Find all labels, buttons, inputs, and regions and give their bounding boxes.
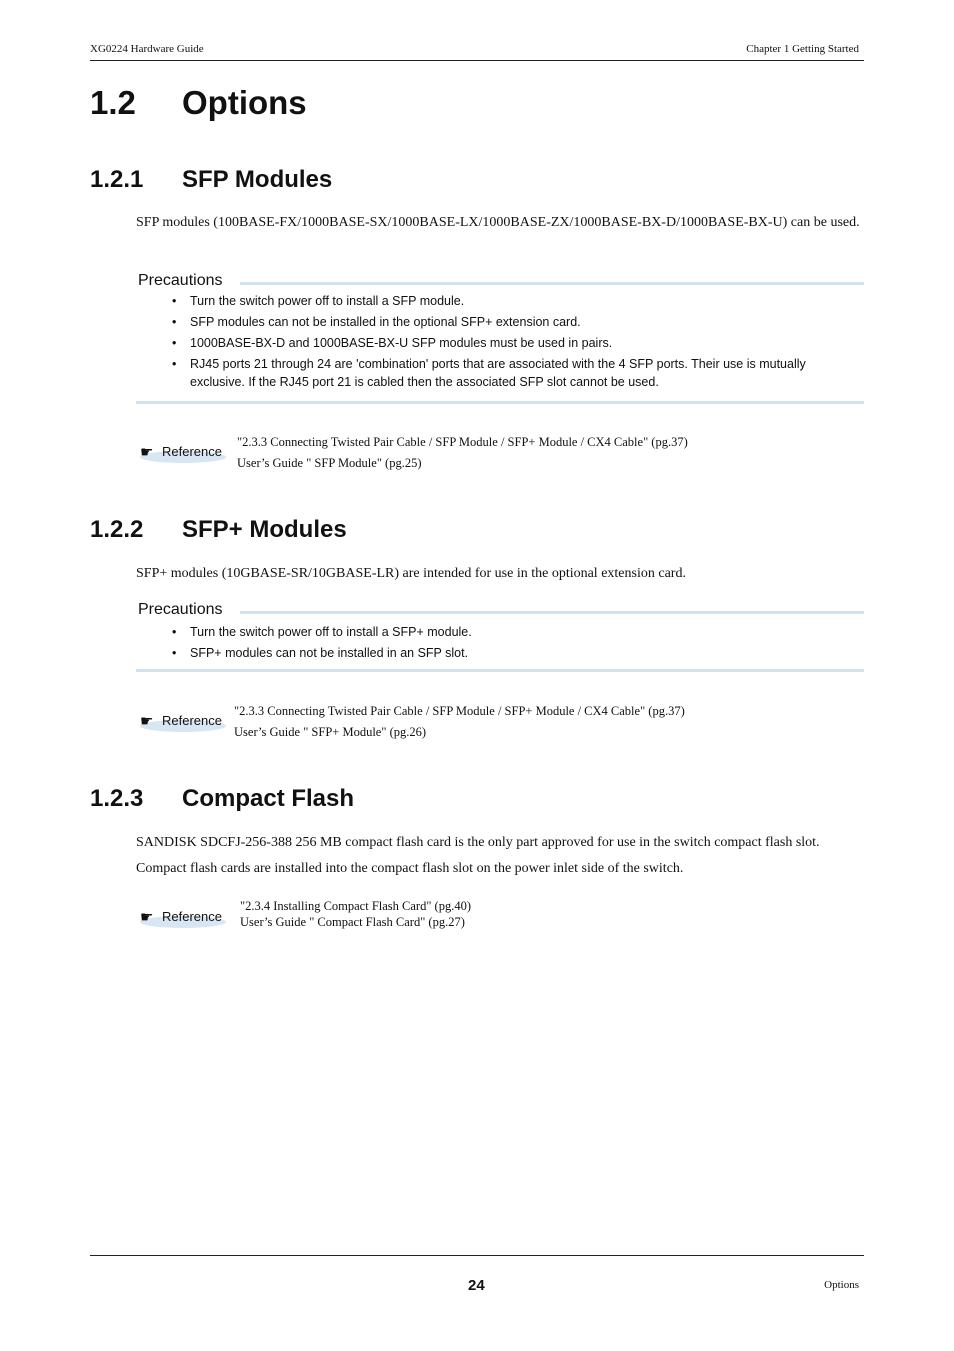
reference-link[interactable]: "2.3.3 Connecting Twisted Pair Cable / SFP Module / SFP+ Module / CX4 Cable" (pg.37)	[237, 435, 688, 449]
precautions-title: Precautions	[138, 601, 229, 619]
section-title: Options	[182, 84, 307, 121]
reference-badge: ☛ Reference	[138, 711, 226, 733]
section-heading	[90, 84, 307, 122]
reference-badge: ☛ Reference	[138, 442, 226, 464]
sfpplus-reference	[138, 704, 778, 755]
list-item: • Turn the switch power off to install a SFP+ module.	[172, 625, 472, 639]
list-item: • SFP modules can not be installed in the optional SFP+ extension card.	[172, 315, 581, 329]
header-doc-title: XG0224 Hardware Guide	[90, 43, 204, 55]
cf-body-2: Compact flash cards are installed into the compact flash slot on the power inlet side of the switch.	[136, 861, 684, 876]
precautions-rule	[240, 611, 864, 614]
sfpplus-number: 1.2.2	[90, 516, 144, 543]
sfpplus-precautions-list	[172, 623, 852, 665]
reference-badge: ☛ Reference	[138, 907, 226, 929]
sfp-precautions-box	[136, 272, 864, 405]
list-item: • Turn the switch power off to install a SFP module.	[172, 294, 465, 308]
sfp-body: SFP modules (100BASE-FX/1000BASE-SX/1000BASE-LX/1000BASE-ZX/1000BASE-BX-D/1000BASE-BX-U) can be used.	[136, 215, 860, 230]
list-item: • SFP+ modules can not be installed in an SFP slot.	[172, 646, 469, 660]
section-number: 1.2	[90, 84, 136, 121]
sfp-precautions-list	[172, 292, 852, 394]
sfp-number: 1.2.1	[90, 166, 144, 193]
cf-reference	[138, 899, 638, 943]
pointing-hand-icon: ☛	[140, 443, 154, 461]
sfpplus-heading	[90, 516, 347, 544]
header-chapter: Chapter 1 Getting Started	[746, 43, 859, 55]
header-rule	[90, 60, 864, 61]
pointing-hand-icon: ☛	[140, 712, 154, 730]
cf-title: Compact Flash	[182, 785, 355, 812]
precautions-rule	[240, 282, 864, 285]
sfpplus-title: SFP+ Modules	[182, 516, 347, 543]
cf-number: 1.2.3	[90, 785, 144, 812]
footer-rule	[90, 1255, 864, 1256]
sfpplus-precautions-box	[136, 601, 864, 675]
list-item: • RJ45 ports 21 through 24 are 'combination' ports that are associated with the 4 SFP ports. Their use is mutually exclusive. If the RJ45 port 21 is cabled then the associated SFP slot cannot be used.	[172, 357, 806, 389]
precautions-bottom-rule	[136, 669, 864, 672]
page-number: 24	[468, 1277, 485, 1294]
sfpplus-body: SFP+ modules (10GBASE-SR/10GBASE-LR) are intended for use in the optional extension card.	[136, 566, 686, 581]
reference-link[interactable]: "2.3.4 Installing Compact Flash Card" (pg.40)	[240, 899, 472, 913]
sfp-title: SFP Modules	[182, 166, 333, 193]
sfp-heading	[90, 166, 332, 194]
reference-link[interactable]: User’s Guide " SFP+ Module" (pg.26)	[234, 725, 427, 739]
reference-link[interactable]: User’s Guide " SFP Module" (pg.25)	[237, 456, 422, 470]
cf-body-1: SANDISK SDCFJ-256-388 256 MB compact flash card is the only part approved for use in the switch compact flash slot.	[136, 835, 820, 850]
pointing-hand-icon: ☛	[140, 908, 154, 926]
cf-heading	[90, 785, 354, 813]
precautions-bottom-rule	[136, 401, 864, 404]
sfp-reference	[138, 435, 778, 486]
reference-link[interactable]: User’s Guide " Compact Flash Card" (pg.27)	[240, 915, 465, 929]
precautions-title: Precautions	[138, 272, 229, 290]
footer-section: Options	[824, 1279, 859, 1291]
list-item: • 1000BASE-BX-D and 1000BASE-BX-U SFP modules must be used in pairs.	[172, 336, 613, 350]
reference-link[interactable]: "2.3.3 Connecting Twisted Pair Cable / SFP Module / SFP+ Module / CX4 Cable" (pg.37)	[234, 704, 685, 718]
